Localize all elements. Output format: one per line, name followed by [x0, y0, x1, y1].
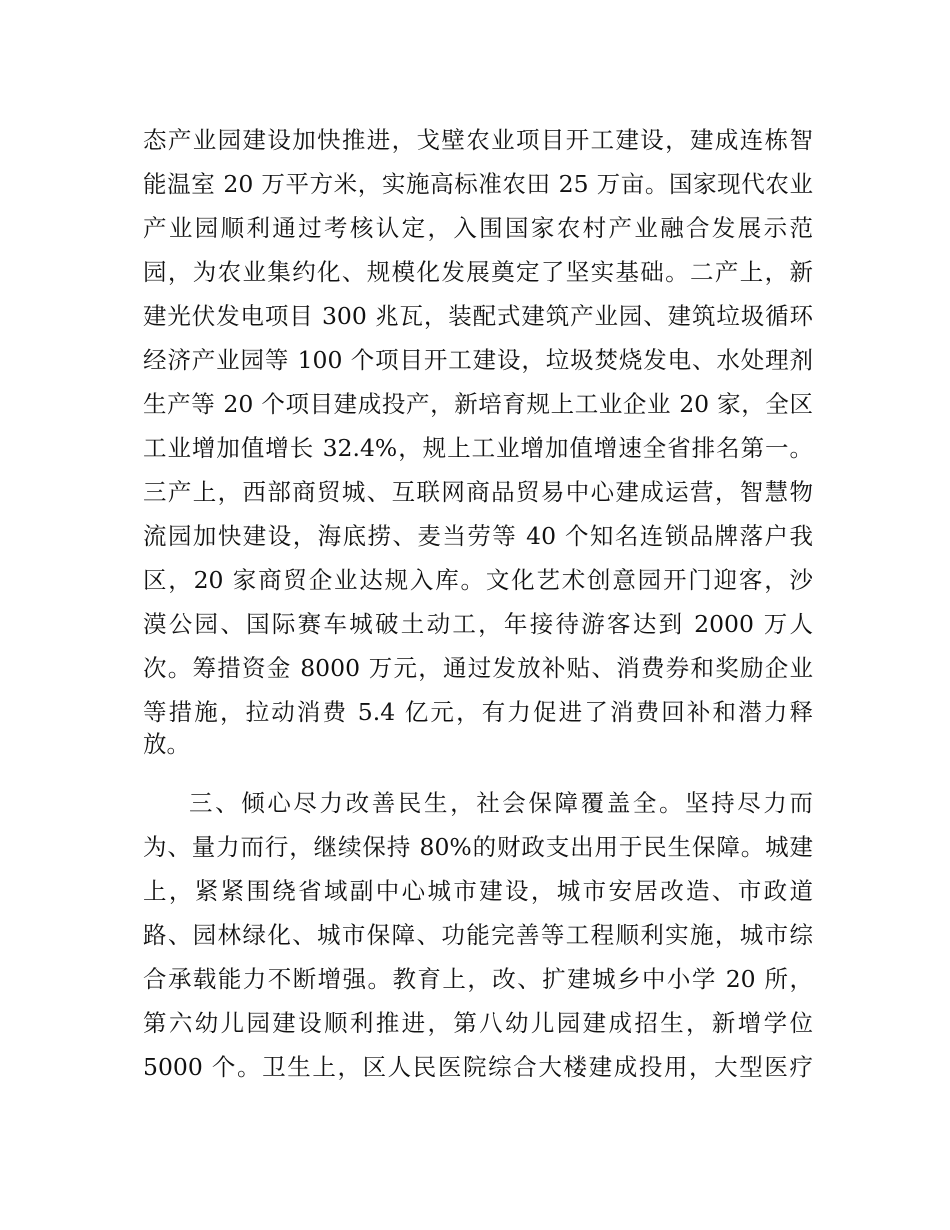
text-line: 为、量力而行，继续保持 80%的财政支出用于民生保障。城建: [143, 833, 813, 861]
text-line: 工业增加值增长 32.4%，规上工业增加值增速全省排名第一。: [143, 434, 813, 462]
text-line: 态产业园建设加快推进，戈壁农业项目开工建设，建成连栋智: [143, 126, 813, 154]
text-line: 建光伏发电项目 300 兆瓦，装配式建筑产业园、建筑垃圾循环: [143, 302, 813, 330]
paragraph-first-line: 三、倾心尽力改善民生，社会保障覆盖全。坚持尽力而: [189, 789, 813, 817]
text-line: 次。筹措资金 8000 万元，通过发放补贴、消费券和奖励企业: [143, 654, 813, 682]
text-line: 经济产业园等 100 个项目开工建设，垃圾焚烧发电、水处理剂: [143, 346, 813, 374]
text-line: 漠公园、国际赛车城破土动工，年接待游客达到 2000 万人: [143, 610, 813, 638]
text-line: 三产上，西部商贸城、互联网商品贸易中心建成运营，智慧物: [143, 478, 813, 506]
text-line: 区，20 家商贸企业达规入库。文化艺术创意园开门迎客，沙: [143, 566, 813, 594]
text-line: 第六幼儿园建设顺利推进，第八幼儿园建成招生，新增学位: [143, 1009, 813, 1037]
text-line: 流园加快建设，海底捞、麦当劳等 40 个知名连锁品牌落户我: [143, 522, 813, 550]
text-line: 能温室 20 万平方米，实施高标准农田 25 万亩。国家现代农业: [143, 170, 813, 198]
text-line: 产业园顺利通过考核认定，入围国家农村产业融合发展示范: [143, 214, 813, 242]
text-line: 生产等 20 个项目建成投产，新培育规上工业企业 20 家，全区: [143, 390, 813, 418]
text-line: 5000 个。卫生上，区人民医院综合大楼建成投用，大型医疗: [143, 1053, 813, 1081]
text-line: 上，紧紧围绕省域副中心城市建设，城市安居改造、市政道: [143, 877, 813, 905]
text-line: 合承载能力不断增强。教育上，改、扩建城乡中小学 20 所，: [143, 965, 813, 993]
text-line: 放。: [143, 730, 190, 758]
text-line: 等措施，拉动消费 5.4 亿元，有力促进了消费回补和潜力释: [143, 698, 813, 726]
text-line: 园，为农业集约化、规模化发展奠定了坚实基础。二产上，新: [143, 258, 813, 286]
text-line: 路、园林绿化、城市保障、功能完善等工程顺利实施，城市综: [143, 921, 813, 949]
